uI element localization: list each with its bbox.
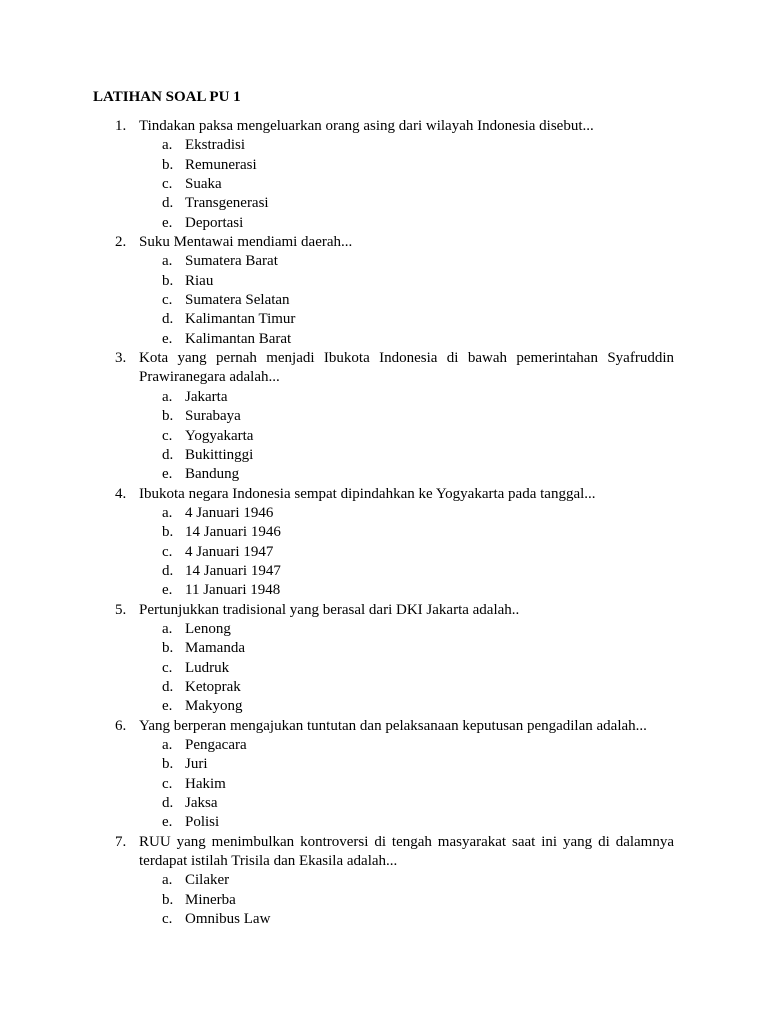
option-text: Bandung [185,466,240,483]
question-item [93,717,674,833]
option-text: 11 Januari 1948 [185,582,281,599]
answer-option [139,543,674,562]
option-list [139,871,674,929]
option-letter: d. [162,795,174,812]
option-text: Omnibus Law [185,911,271,928]
option-text: 14 Januari 1947 [185,562,281,579]
answer-option [139,794,674,813]
option-text: Jakarta [185,388,228,405]
option-text: Jaksa [185,795,218,812]
answer-option [139,639,674,658]
option-list [139,620,674,717]
option-letter: e. [162,582,173,599]
option-text: Ketoprak [185,678,241,695]
option-letter: b. [162,156,174,173]
answer-option [139,678,674,697]
option-letter: b. [162,524,174,541]
answer-option [139,504,674,523]
answer-option [139,214,674,233]
answer-option [139,330,674,349]
answer-option [139,407,674,426]
answer-option [139,427,674,446]
option-text: Polisi [185,814,220,831]
question-item [93,833,674,930]
question-number: 6. [115,717,127,734]
answer-option [139,523,674,542]
option-letter: b. [162,640,174,657]
option-letter: e. [162,330,173,347]
option-letter: c. [162,427,173,444]
question-number: 2. [115,234,127,251]
question-text: Yang berperan mengajukan tuntutan dan pelaksanaan keputusan pengadilan adalah... [139,717,647,734]
option-text: Hakim [185,775,226,792]
option-letter: e. [162,466,173,483]
option-letter: a. [162,388,173,405]
option-text: Ludruk [185,659,230,676]
answer-option [139,465,674,484]
question-number: 4. [115,485,127,502]
question-text: Ibukota negara Indonesia sempat dipindahkan ke Yogyakarta pada tanggal... [139,485,596,502]
question-number: 3. [115,350,127,367]
answer-option [139,291,674,310]
question-number: 1. [115,118,127,134]
question-text: Tindakan paksa mengeluarkan orang asing dari wilayah Indonesia disebut... [139,118,594,134]
question-item [93,233,674,349]
answer-option [139,697,674,716]
answer-option [139,755,674,774]
question-text: Suku Mentawai mendiami daerah... [139,234,353,251]
option-text: 14 Januari 1946 [185,524,281,541]
option-letter: c. [162,775,173,792]
option-text: Lenong [185,620,231,637]
answer-option [139,252,674,271]
option-text: Kalimantan Barat [185,330,292,347]
document-title: LATIHAN SOAL PU 1 [93,89,241,105]
option-text: Suaka [185,176,222,193]
option-letter: b. [162,272,174,289]
option-letter: c. [162,292,173,309]
question-text: Kota yang pernah menjadi Ibukota Indonesia di bawah pemerintahan Syafruddin Prawiranegara adalah... [139,350,674,386]
answer-option [139,310,674,329]
option-letter: a. [162,872,173,889]
option-letter: c. [162,543,173,560]
option-letter: d. [162,311,174,328]
option-letter: a. [162,620,173,637]
option-list [139,504,674,601]
answer-option [139,891,674,910]
answer-option [139,446,674,465]
option-list [139,136,674,233]
answer-option [139,388,674,407]
answer-option [139,156,674,175]
option-text: Bukittinggi [185,446,254,463]
answer-option [139,581,674,600]
answer-option [139,871,674,890]
answer-option [139,194,674,213]
answer-option [139,659,674,678]
option-text: Sumatera Barat [185,253,278,270]
answer-option [139,813,674,832]
option-text: Pengacara [185,737,247,753]
option-list [139,388,674,485]
option-text: Sumatera Selatan [185,292,290,309]
option-letter: e. [162,698,173,715]
question-number: 7. [115,833,127,850]
answer-option [139,736,674,755]
option-letter: a. [162,737,173,753]
question-item [93,349,674,484]
option-letter: c. [162,659,173,676]
option-text: Deportasi [185,214,244,231]
option-letter: b. [162,891,174,908]
question-text: Pertunjukkan tradisional yang berasal dari DKI Jakarta adalah.. [139,601,520,618]
option-text: Cilaker [185,872,230,889]
option-letter: d. [162,562,174,579]
option-text: Yogyakarta [185,427,254,444]
option-text: Remunerasi [185,156,257,173]
option-text: Ekstradisi [185,137,245,154]
question-number: 5. [115,601,127,618]
question-list [93,117,674,929]
option-letter: d. [162,446,174,463]
option-letter: a. [162,253,173,270]
option-text: Makyong [185,698,243,715]
option-list [139,736,674,833]
question-item [93,117,674,233]
option-text: Mamanda [185,640,245,657]
answer-option [139,272,674,291]
option-letter: a. [162,504,173,521]
option-text: Surabaya [185,408,241,425]
answer-option [139,136,674,155]
question-text: RUU yang menimbulkan kontroversi di tengah masyarakat saat ini yang di dalamnya terdapat istilah Trisila dan Ekasila adalah... [139,833,674,870]
option-letter: d. [162,678,174,695]
option-text: Kalimantan Timur [185,311,296,328]
option-text: Minerba [185,891,236,908]
option-text: Juri [185,756,208,773]
option-letter: e. [162,814,173,831]
question-item [93,601,674,717]
option-list [139,252,674,349]
option-letter: a. [162,137,173,154]
option-letter: b. [162,756,174,773]
answer-option [139,562,674,581]
option-letter: c. [162,911,173,928]
option-letter: e. [162,214,173,231]
option-letter: d. [162,195,174,212]
option-text: 4 Januari 1947 [185,543,274,560]
answer-option [139,175,674,194]
option-letter: c. [162,176,173,193]
answer-option [139,910,674,929]
option-text: 4 Januari 1946 [185,504,274,521]
answer-option [139,775,674,794]
option-text: Transgenerasi [185,195,269,212]
option-text: Riau [185,272,214,289]
answer-option [139,620,674,639]
option-letter: b. [162,408,174,425]
question-item [93,485,674,601]
